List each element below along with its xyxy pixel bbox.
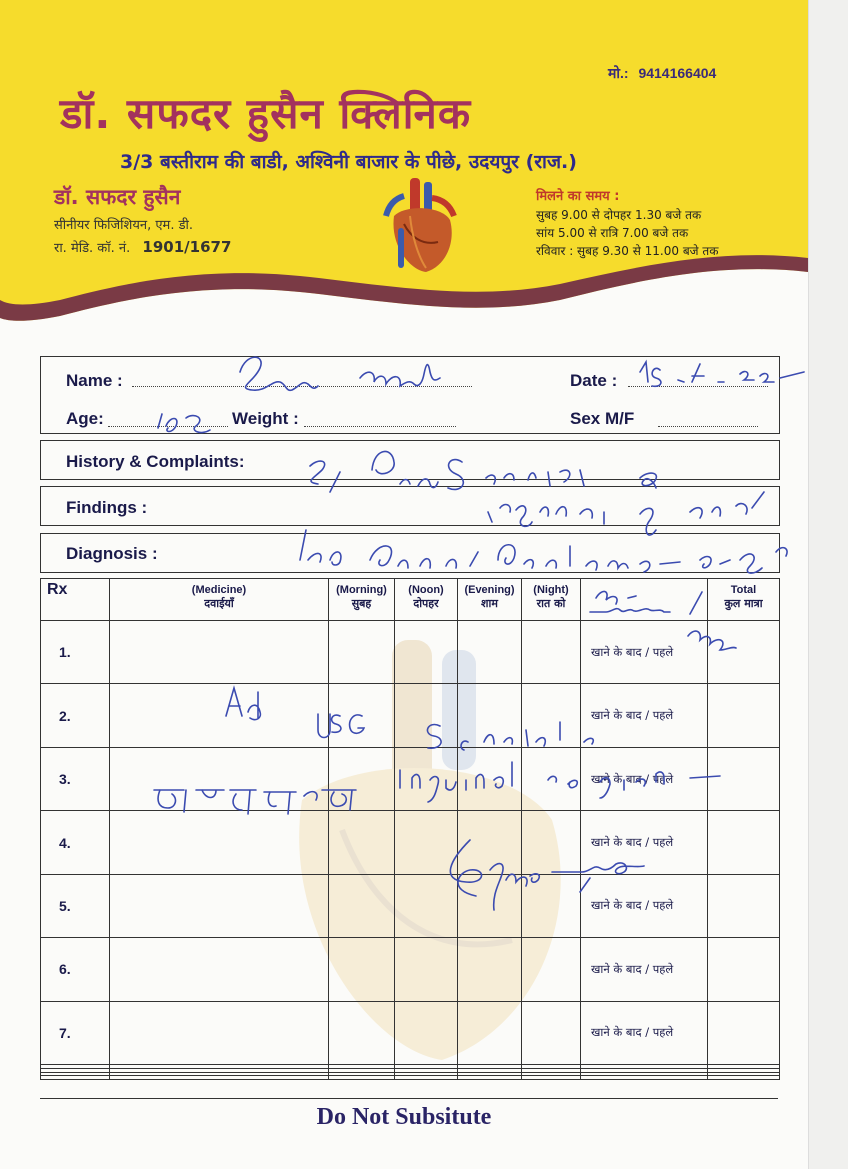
doctor-qualification: सीनीयर फिजिशियन, एम. डी. — [54, 218, 194, 233]
handwritten-notes-icon — [0, 340, 808, 940]
row-note: खाने के बाद / पहले — [581, 938, 708, 1001]
row-number: 6. — [41, 938, 110, 1001]
timing-line: रविवार : सुबह 9.30 से 11.00 बजे तक — [536, 244, 719, 258]
footer-text: Do Not Subsitute — [316, 1104, 492, 1130]
registration-number: 1901/1677 — [142, 238, 232, 256]
column-header-evening: (Evening) शाम — [458, 579, 522, 621]
findings-label: Findings : — [66, 498, 148, 517]
rx-label: Rx — [41, 579, 110, 621]
table-row[interactable] — [41, 1076, 780, 1080]
name-label: Name : — [66, 371, 123, 390]
phone-line — [608, 64, 716, 83]
row-note: खाने के बाद / पहले — [581, 874, 708, 937]
row-number: 3. — [41, 747, 110, 810]
row-number: 1. — [41, 621, 110, 684]
timing-label: मिलने का समय : — [536, 189, 620, 204]
row-note: खाने के बाद / पहले — [581, 621, 708, 684]
column-header-total: Total कुल मात्रा — [708, 579, 780, 621]
footer-divider — [40, 1098, 778, 1099]
column-header-morning: (Morning) सुबह — [329, 579, 395, 621]
heart-illustration-icon — [380, 176, 462, 276]
column-header-night: (Night) रात को — [522, 579, 581, 621]
row-number: 2. — [41, 684, 110, 747]
date-label: Date : — [570, 371, 618, 390]
row-number: 5. — [41, 874, 110, 937]
row-note: खाने के बाद / पहले — [581, 747, 708, 810]
sex-label: Sex M/F — [570, 409, 635, 428]
row-note: खाने के बाद / पहले — [581, 684, 708, 747]
column-header-noon: (Noon) दोपहर — [395, 579, 458, 621]
age-label: Age: — [66, 409, 104, 428]
weight-label: Weight : — [232, 409, 299, 428]
clinic-name: डॉ. सफदर हुसैन क्लिनिक — [60, 89, 472, 138]
registration-label: रा. मेडि. कॉ. नं. — [54, 241, 131, 256]
row-note: खाने के बाद / पहले — [581, 1001, 708, 1064]
timing-line: सुबह 9.00 से दोपहर 1.30 बजे तक — [536, 208, 702, 222]
page-edge — [808, 0, 848, 1169]
phone-label: मो.: — [608, 65, 629, 81]
table-row[interactable] — [41, 938, 780, 1001]
registration — [54, 238, 231, 256]
timing-line: सांय 5.00 से रात्रि 7.00 बजे तक — [536, 226, 689, 240]
diagnosis-label: Diagnosis : — [66, 544, 158, 563]
column-header-medicine: (Medicine) दवाईयाँ — [110, 579, 329, 621]
doctor-name: डॉ. सफदर हुसैन — [54, 185, 181, 209]
row-number: 7. — [41, 1001, 110, 1064]
table-row[interactable] — [41, 1001, 780, 1064]
row-number: 4. — [41, 811, 110, 874]
clinic-address: 3/3 बस्तीराम की बाडी, अश्विनी बाजार के पीछे, उदयपुर (राज.) — [120, 151, 577, 173]
phone-number: 9414166404 — [638, 65, 717, 81]
row-note: खाने के बाद / पहले — [581, 811, 708, 874]
history-label: History & Complaints: — [66, 452, 245, 471]
